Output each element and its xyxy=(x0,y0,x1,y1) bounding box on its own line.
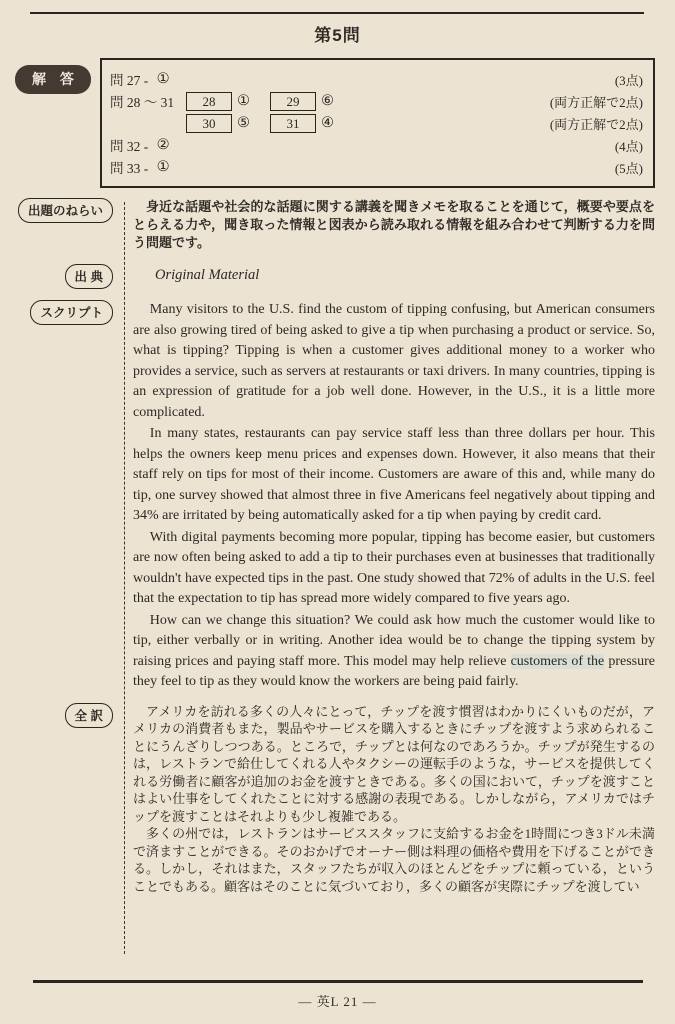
script-p4-after: pressure they feel to tip as they would know the workers are being paid fairly. xyxy=(133,653,655,689)
answer-box xyxy=(100,58,655,188)
answer-numbox: 29 xyxy=(270,92,316,111)
section-aim xyxy=(0,198,675,252)
answer-value: ① xyxy=(237,93,250,109)
answer-value: ④ xyxy=(321,115,334,131)
script-paragraph-2: In many states, restaurants can pay service staff less than three dollars per hour. This helps the owners keep menu prices and expenses down. However, it also means that their staff rely on tips for most of their income. Customers are aware of this and, while many do tip, one survey showed that almost three in five Americans feel negatively about tipping and 34% are irritated by being automatically asked for a tip when paying by credit card. xyxy=(133,426,655,523)
answer-section xyxy=(15,58,655,188)
translation-paragraph-2: 多くの州では，レストランはサービススタッフに支給するお金を1時間につき3ドル未満で済ますことができる。そのおかげでオーナー側は料理の価格や費用を下げることができる。しかし，それはまた，スタッフたちが収入のほとんどをチップに頼っている，ということでもある。顧客はそのことに気づいており，多くの顧客が実際にチップを渡してい xyxy=(133,826,655,894)
points-label: (3点) xyxy=(614,72,643,88)
highlighted-text: customers of the xyxy=(510,653,605,669)
question-label: 問 33 - xyxy=(110,161,152,176)
section-script xyxy=(0,300,675,693)
answer-row-q27 xyxy=(110,68,643,90)
answer-row-q33 xyxy=(110,156,643,178)
translation-paragraph-1: アメリカを訪れる多くの人々にとって，チップを渡す慣習はわかりにくいものだが，アメリカの消費者もまた，製品やサービスを購入するときにチップを渡すよう求められることにうんざりしつつある。ところで，チップとは何なのであろうか。チップが発生するのは，レストランで給仕してくれる人やタクシーの運転手のような，サービスを提供してくれる労働者に顧客が追加のお金を渡すときである。多くの国において，チップを渡すことはよい仕事をしてくれたことに対する感謝の表現である。しかしながら，アメリカではチップを渡すことはそれよりも少し複雑である。 xyxy=(133,703,655,824)
points-label: (4点) xyxy=(614,138,643,154)
top-divider xyxy=(30,12,644,14)
aim-pill: 出題のねらい xyxy=(18,198,113,223)
script-paragraph-4 xyxy=(133,611,655,693)
points-label: (両方正解で2点) xyxy=(549,116,643,132)
answer-value: ① xyxy=(156,71,170,87)
script-paragraph-1: Many visitors to the U.S. find the custom of tipping confusing, but American consumers are also growing tired of being asked to give a tip when purchasing a product or service. So, what is tipping? Tipping is when a customer gives additional money to a worker who provides a service, such as servers at restaurants or taxi drivers. In many countries, tipping is an expression of gratitude for a job well done. However, in the U.S., it is a little more complicated. xyxy=(133,302,655,420)
answer-numbox: 31 xyxy=(270,114,316,133)
script-p4-before: How can we change this situation? We could ask how much the customer would like to tip, either verbally or in writing. Another idea would be to change the tipping system by raising prices and paying staff more. This model may help relieve xyxy=(133,612,655,669)
question-label: 問 27 - xyxy=(110,73,152,88)
body-sections xyxy=(0,198,675,895)
bottom-divider xyxy=(33,980,643,983)
script-paragraph-3: With digital payments becoming more popular, tipping has become easier, but customers are now often being asked to add a tip to their purchases even at businesses that traditionally wouldn't have expected tips in the past. One study showed that 72% of adults in the U.S. feel that the expectation to tip has spread more widely compared to five years ago. xyxy=(133,529,655,606)
answer-value: ② xyxy=(156,137,170,153)
translation-pill: 全 訳 xyxy=(65,703,113,728)
answer-row-q30-31 xyxy=(110,112,643,134)
section-translation xyxy=(0,703,675,896)
answer-row-q28-29 xyxy=(110,90,643,112)
aim-text: 身近な話題や社会的な話題に関する講義を聞きメモを取ることを通じて，概要や要点をとらえる力や，聞き取った情報と図表から読み取れる情報を組み合わせて判断する力を問う問題です。 xyxy=(133,199,655,250)
section-source xyxy=(0,266,675,288)
question-label: 問 28 〜 31 xyxy=(110,95,175,110)
answer-numbox: 28 xyxy=(186,92,232,111)
points-label: (両方正解で2点) xyxy=(549,94,643,110)
question-label: 問 32 - xyxy=(110,139,152,154)
points-label: (5点) xyxy=(614,160,643,176)
answer-value: ① xyxy=(156,159,170,175)
source-pill: 出 典 xyxy=(65,264,113,289)
script-pill: スクリプト xyxy=(30,300,113,325)
answer-badge: 解 答 xyxy=(15,65,91,94)
source-text: Original Material xyxy=(155,267,260,283)
answer-row-q32 xyxy=(110,134,643,156)
answer-numbox: 30 xyxy=(186,114,232,133)
answer-value: ⑤ xyxy=(237,115,250,131)
page-title: 第5問 xyxy=(314,26,361,45)
answer-value: ⑥ xyxy=(321,93,334,109)
page-number: — 英L 21 — xyxy=(298,994,377,1009)
